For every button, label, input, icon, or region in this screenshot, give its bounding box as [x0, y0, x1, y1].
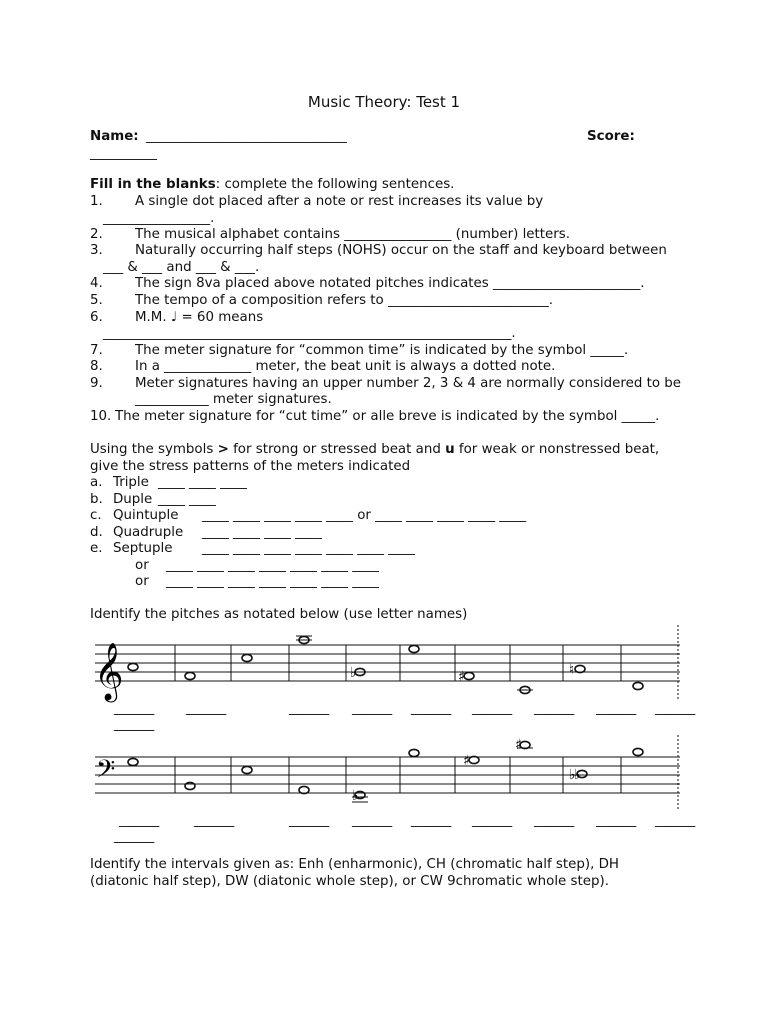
stress-blanks[interactable]: ____ ____ ____ ____ ____ or ____ ____ ____ ____ ____	[202, 508, 527, 523]
fill-item-number: 10.	[90, 409, 112, 424]
pitch-answer-blank[interactable]: ______	[194, 813, 235, 828]
stress-intro-b: for strong or stressed beat and	[228, 442, 446, 457]
fill-item-blank[interactable]: ___ & ___ and ___ & ___.	[103, 260, 260, 275]
pitch-answer-blank[interactable]: ______	[596, 701, 637, 716]
fill-item-number: 9.	[90, 376, 103, 391]
stress-blanks[interactable]: ____ ____ ____ ____ ____ ____ ____	[202, 541, 416, 556]
treble-clef-icon: 𝄞	[94, 642, 124, 700]
pitch-answer-blank[interactable]: ______	[534, 701, 575, 716]
pitch-answer-blank[interactable]: ______	[186, 701, 227, 716]
whole-note-icon	[409, 749, 419, 756]
intervals-instruction-line1: Identify the intervals given as: Enh (enharmonic), CH (chromatic half step), DH	[90, 857, 620, 872]
pitch-answer-blank[interactable]: ______	[655, 813, 696, 828]
fill-item-blank[interactable]: _____________________________________________________________.	[103, 326, 516, 341]
stress-meter-name: Triple	[113, 475, 149, 490]
whole-note-icon	[242, 766, 252, 773]
fill-item-text: In a _____________ meter, the beat unit is always a dotted note.	[135, 359, 556, 374]
bass-notes	[128, 741, 643, 798]
score-blank[interactable]: __________	[90, 146, 157, 161]
fill-item-blank[interactable]: ___________ meter signatures.	[135, 392, 332, 407]
fill-heading: Fill in the blanks	[90, 177, 216, 192]
stress-letter: d.	[90, 525, 103, 540]
stress-letter: b.	[90, 492, 103, 507]
whole-note-icon	[185, 782, 195, 789]
fill-item-number: 1.	[90, 194, 103, 209]
fill-item-number: 7.	[90, 343, 103, 358]
pitch-answer-blank[interactable]: ______	[411, 701, 452, 716]
pitch-answer-blank[interactable]: ______	[352, 813, 393, 828]
pitch-answer-blank[interactable]: ______	[411, 813, 452, 828]
fill-item-blank[interactable]: ________________.	[103, 211, 215, 226]
flat-icon: ♭	[350, 665, 357, 681]
stress-letter: e.	[90, 541, 103, 556]
pitch-answer-blank[interactable]: ______	[289, 701, 330, 716]
stress-intro-c: for weak or nonstressed beat,	[454, 442, 660, 457]
score-label: Score:	[587, 129, 635, 144]
sharp-icon: ♯	[458, 669, 465, 685]
or-label: or	[135, 558, 149, 573]
fill-item-number: 3.	[90, 243, 103, 258]
fill-item-text: M.M. ♩ = 60 means	[135, 310, 264, 325]
fill-item-number: 6.	[90, 310, 103, 325]
stress-blanks[interactable]: ____ ____	[158, 492, 216, 507]
bass-clef-icon: 𝄢	[96, 755, 116, 790]
sharp-icon: ♯	[463, 753, 470, 769]
pitch-answer-blank[interactable]: ______	[289, 813, 330, 828]
or-label: or	[135, 574, 149, 589]
fill-item-number: 5.	[90, 293, 103, 308]
stress-letter: c.	[90, 508, 102, 523]
fill-item-text: A single dot placed after a note or rest increases its value by	[135, 194, 544, 209]
stress-intro-line2: give the stress patterns of the meters indicated	[90, 459, 411, 474]
pitches-heading: Identify the pitches as notated below (use letter names)	[90, 607, 468, 622]
sharp-icon: ♯	[515, 737, 522, 753]
stress-meter-name: Quintuple	[113, 508, 179, 523]
fill-item-text: The meter signature for “common time” is indicated by the symbol _____.	[135, 343, 629, 358]
pitch-answer-blank[interactable]: ______	[352, 701, 393, 716]
pitch-answer-blank[interactable]: ______	[114, 717, 155, 732]
bass-staff-lines	[95, 757, 680, 793]
name-label: Name:	[90, 129, 139, 144]
stress-meter-name: Septuple	[113, 541, 173, 556]
stress-blanks[interactable]: ____ ____ ____ ____ ____ ____ ____	[166, 558, 380, 573]
fill-item-text: The sign 8va placed above notated pitches indicates ______________________.	[135, 276, 645, 291]
pitch-answer-blank[interactable]: ______	[114, 829, 155, 844]
stress-blanks[interactable]: ____ ____ ____ ____ ____ ____ ____	[166, 574, 380, 589]
strong-symbol: >	[217, 442, 229, 457]
flat-icon: ♭	[569, 767, 576, 783]
pitch-answer-blank[interactable]: ______	[534, 813, 575, 828]
name-blank[interactable]: ______________________________	[146, 129, 347, 144]
natural-icon: ♮	[569, 662, 575, 678]
fill-item-text: Meter signatures having an upper number 2, 3 & 4 are normally considered to be	[135, 376, 682, 391]
fill-item-text: Naturally occurring half steps (NOHS) occur on the staff and keyboard between	[135, 243, 667, 258]
pitch-answer-blank[interactable]: ______	[114, 701, 155, 716]
pitch-answer-blank[interactable]: ______	[655, 701, 696, 716]
fill-item-number: 4.	[90, 276, 103, 291]
fill-instruction: : complete the following sentences.	[215, 177, 455, 192]
stress-meter-name: Quadruple	[113, 525, 184, 540]
stress-blanks[interactable]: ____ ____ ____ ____	[202, 525, 322, 540]
pitch-answer-blank[interactable]: ______	[596, 813, 637, 828]
weak-symbol: u	[445, 442, 455, 457]
fill-item-text: The meter signature for “cut time” or alle breve is indicated by the symbol _____.	[115, 409, 660, 424]
stress-meter-name: Duple	[113, 492, 153, 507]
stress-blanks[interactable]: ____ ____ ____	[158, 475, 247, 490]
fill-item-number: 2.	[90, 227, 103, 242]
whole-note-icon	[128, 758, 138, 765]
stress-intro-a: Using the symbols	[90, 442, 218, 457]
flat-icon: ♭	[574, 767, 581, 783]
fill-item-text: The musical alphabet contains ________________ (number) letters.	[135, 227, 571, 242]
stress-letter: a.	[90, 475, 103, 490]
intervals-instruction-line2: (diatonic half step), DW (diatonic whole step), or CW 9chromatic whole step).	[90, 874, 609, 889]
page-title: Music Theory: Test 1	[307, 93, 461, 111]
pitch-answer-blank[interactable]: ______	[472, 813, 513, 828]
flat-icon: ♭	[352, 788, 359, 804]
pitch-answer-blank[interactable]: ______	[119, 813, 160, 828]
fill-item-number: 8.	[90, 359, 103, 374]
whole-note-icon	[633, 748, 643, 755]
pitch-answer-blank[interactable]: ______	[472, 701, 513, 716]
fill-item-text: The tempo of a composition refers to ________________________.	[135, 293, 553, 308]
